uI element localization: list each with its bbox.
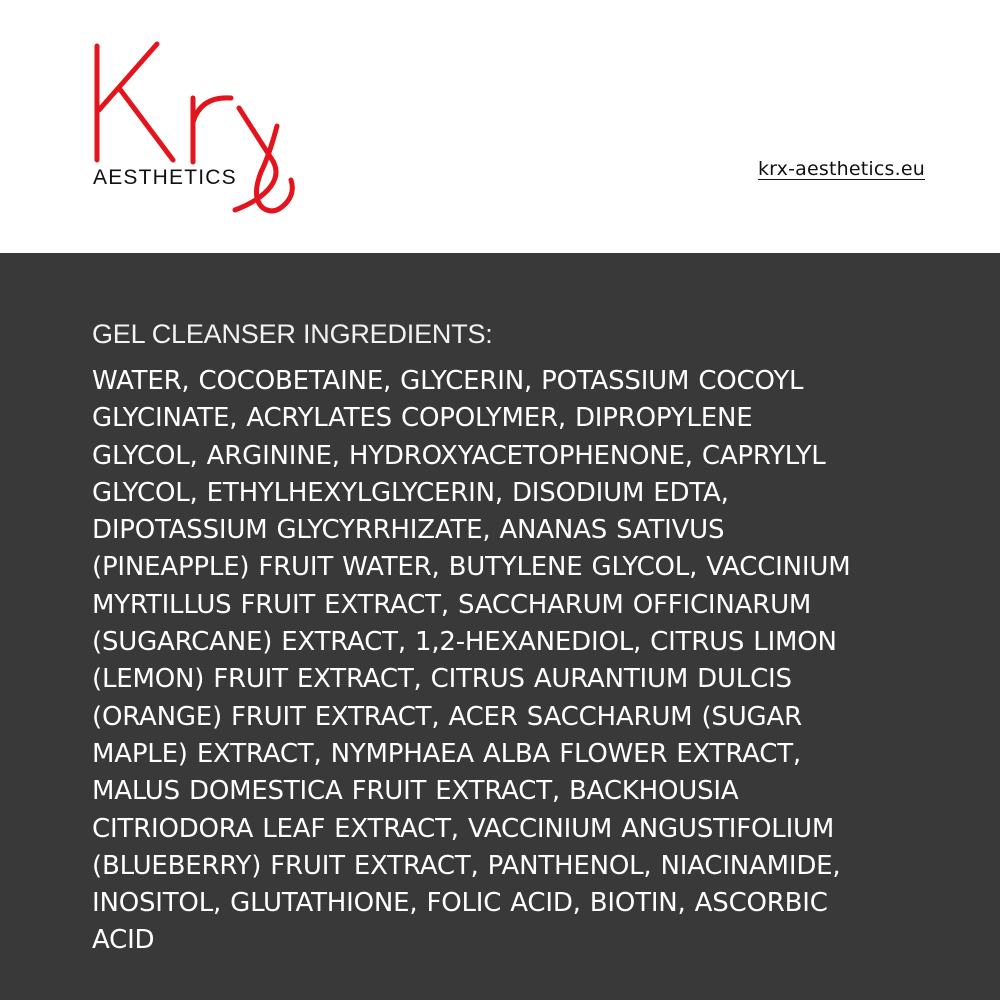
website-link[interactable]: krx-aesthetics.eu <box>757 158 925 180</box>
ingredients-panel <box>0 253 1000 1000</box>
header <box>0 0 1000 253</box>
brand-logo <box>85 38 300 223</box>
svg-text:AESTHETICS: AESTHETICS <box>93 166 237 189</box>
ingredients-heading: GEL CLEANSER INGREDIENTS: <box>92 319 493 349</box>
krx-logo-icon <box>85 38 300 223</box>
ingredients-list: WATER, COCOBETAINE, GLYCERIN, POTASSIUM COCOYL GLYCINATE, ACRYLATES COPOLYMER, DIPROPYLENE GLYCOL, ARGININE, HYDROXYACETOPHENONE, CAPRYLYL GLYCOL, ETHYLHEXYLGLYCERIN, DISODIUM EDTA, DIPOTASSIUM GLYCYRRHIZATE, ANANAS SATIVUS (PINEAPPLE) FRUIT WATER, BUTYLENE GLYCOL, VACCINIUM MYRTILLUS FRUIT EXTRACT, SACCHARUM OFFICINARUM (SUGARCANE) EXTRACT, 1,2-HEXANEDIOL, CITRUS LIMON (LEMON) FRUIT EXTRACT, CITRUS AURANTIUM DULCIS (ORANGE) FRUIT EXTRACT, ACER SACCHARUM (SUGAR MAPLE) EXTRACT, NYMPHAEA ALBA FLOWER EXTRACT, MALUS DOMESTICA FRUIT EXTRACT, BACKHOUSIA CITRIODORA LEAF EXTRACT, VACCINIUM ANGUSTIFOLIUM (BLUEBERRY) FRUIT EXTRACT, PANTHENOL, NIACINAMIDE, INOSITOL, GLUTATHIONE, FOLIC ACID, BIOTIN, ASCORBIC ACID <box>92 366 851 956</box>
